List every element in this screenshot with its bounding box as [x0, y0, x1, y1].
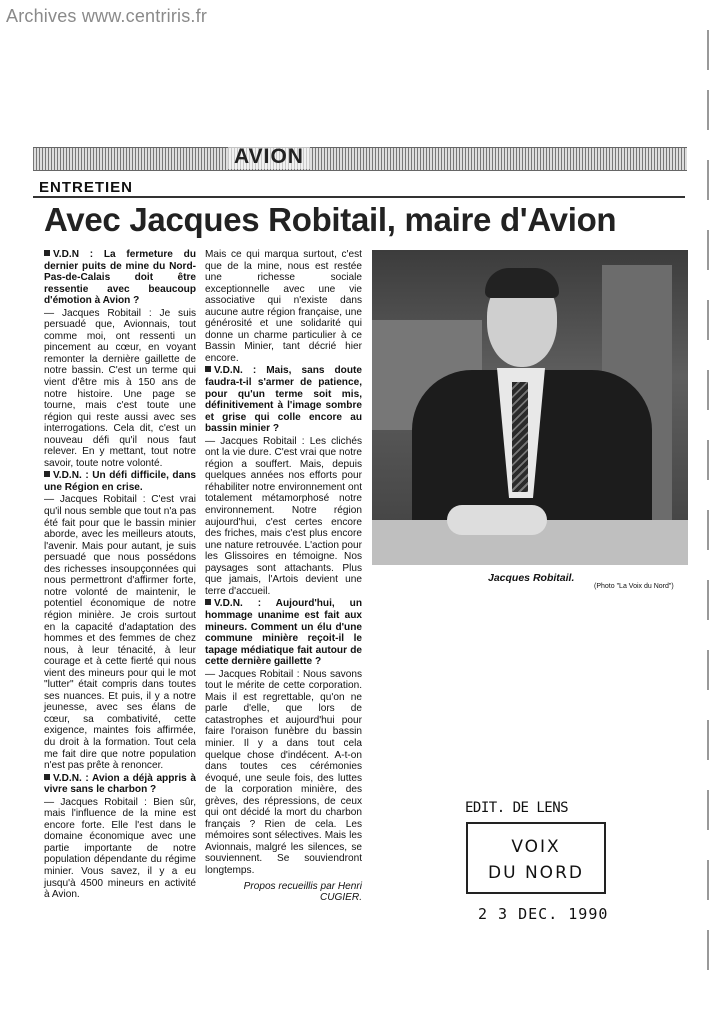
paragraph-text: — Jacques Robitail : Bien sûr, mais l'influence de la mine est encore forte. Elle l'est dans le domaine économique avec une partie importante de notre population dépendante du régime minier. Vous savez, il y a eu jusqu'à 4500 mineurs en activité à Avion.: [44, 796, 196, 901]
question-paragraph: [205, 598, 362, 667]
photo-caption: Jacques Robitail.: [488, 572, 575, 584]
answer-paragraph: [205, 249, 362, 364]
bullet-square-icon: [205, 366, 211, 372]
rubric-label: ENTRETIEN: [39, 179, 134, 196]
article-column-1: [44, 249, 196, 902]
bullet-square-icon: [44, 250, 50, 256]
answer-paragraph: [205, 669, 362, 877]
article-column-2: [205, 249, 362, 905]
signature: [205, 881, 362, 904]
question-paragraph: [205, 365, 362, 434]
paragraph-text: — Jacques Robitail : Nous savons tout le mérite de cette corporation. Mais il est regrettable, qu'on ne parle d'elle, que lors de catastrophes et aujourd'hui pour faire l'oraison funèbre du bassin minier. Il y a dans tout cela quelque chose d'indécent. A-t-on dans toutes ces cérémonies évoqué, une seule fois, des luttes de la corporation minière, des grèves, des répressions, de ceux qui ont décidé la mort du charbon français ? Rien de cela. Les mémoires sont sélectives. Mais les Avionnais, malgré les silences, se souviennent. Se souviendront longtemps.: [205, 668, 362, 876]
question-paragraph: [44, 470, 196, 493]
answer-paragraph: [44, 308, 196, 470]
binder-edge-marks: [695, 30, 709, 990]
section-banner-label: AVION: [228, 145, 310, 169]
section-banner: [33, 147, 687, 171]
newspaper-stamp: [466, 822, 606, 894]
portrait-photo: [372, 250, 688, 565]
question-paragraph: [44, 249, 196, 307]
question-paragraph: [44, 773, 196, 796]
paragraph-text: V.D.N. : Mais, sans doute faudra-t-il s'armer de patience, pour qu'un terme soit mis, définitivement à l'image sombre et grise qui colle encore au bassin minier ?: [205, 365, 362, 435]
headline: Avec Jacques Robitail, maire d'Avion: [44, 201, 617, 238]
paragraph-text: V.D.N : La fermeture du dernier puits de mine du Nord-Pas-de-Calais doit être ressentie avec beaucoup d'émotion à Avion ?: [44, 249, 196, 307]
paragraph-text: — Jacques Robitail : Je suis persuadé que, Avionnais, tout comme moi, ont ressenti un pincement au cœur, en voyant remonter la dernière gaillette de notre bassin. C'est un terme qui vient d'être mis à 150 ans de notre histoire. Une page se tourne, mais c'est toute une région qui reste aussi avec ses interrogations. Cela dit, c'est un nouveau défi qu'il nous faut relever. En y mettant, tout notre savoir, toute notre volonté.: [44, 307, 196, 469]
answer-paragraph: [205, 436, 362, 598]
stamp-line-2: DU NORD: [488, 863, 584, 883]
rubric-rule: [33, 196, 685, 198]
edition-handwritten-note: EDIT. DE LENS: [465, 800, 569, 816]
stamp-line-1: VOIX: [511, 837, 561, 857]
paragraph-text: V.D.N. : Avion a déjà appris à vivre sans le charbon ?: [44, 772, 196, 796]
date-stamp: 2 3 DEC. 1990: [478, 905, 609, 923]
bullet-square-icon: [44, 471, 50, 477]
paragraph-text: V.D.N. : Aujourd'hui, un hommage unanime est fait aux mineurs. Comment un élu d'une commune minière reçoit-il le tapage médiatique fait autour de cette dernière gaillette ?: [205, 598, 362, 668]
answer-paragraph: [44, 797, 196, 901]
paragraph-text: — Jacques Robitail : C'est vrai qu'il nous semble que tout n'a pas été fait pour que le bassin minier aborde, avec les meilleurs atouts, l'avenir. Mais pour autant, je suis persuadé que nous possédons des richesses insoupçonnées qui nous permettront d'affirmer forte, notre volonté de maintenir, le potentiel économique de notre région minière. Je crois surtout en la capacité d'adaptation des hommes et des femmes de chez nous, à leur ténacité, à leur courage et à cette fierté qui nous vient des mineurs pour qui le mot "lutter" était compris dans toutes ses nuances. Et puis, il y a notre jeunesse, avec ses élans de cœur, sa combativité, cette exigence, maintes fois affirmée, du droit à la formation. Tout cela me fait dire que notre population n'est pas prête à renoncer.: [44, 494, 196, 772]
bullet-square-icon: [205, 599, 211, 605]
paragraph-text: Propos recueillis par Henri CUGIER.: [243, 880, 362, 904]
answer-paragraph: [44, 494, 196, 771]
bullet-square-icon: [44, 774, 50, 780]
watermark: Archives www.centriris.fr: [6, 6, 208, 26]
paragraph-text: V.D.N. : Un défi difficile, dans une Région en crise.: [44, 470, 196, 493]
paragraph-text: — Jacques Robitail : Les clichés ont la vie dure. C'est vrai que notre région a souffert. Mais, depuis quelques années nos efforts pour réhabiliter notre environnement ont totalement métamorphosé notre environnement. Notre région aujourd'hui, c'est certes encore des friches, mais c'est plus encore une nature retrouvée. L'action pour les Glissoires en témoigne. Nos paysages sont attachants. Plus que jamais, l'Artois devient une terre d'accueil.: [205, 435, 362, 597]
paragraph-text: Mais ce qui marqua surtout, c'est que de la mine, nous est restée une richesse sociale exceptionnelle avec une vie associative qui n'existe dans aucune autre région française, une générosité et une solidarité qui donne un charme particulier à ce Bassin Minier, tant décrié hier encore.: [205, 249, 362, 364]
photo-credit: (Photo "La Voix du Nord"): [594, 583, 674, 590]
